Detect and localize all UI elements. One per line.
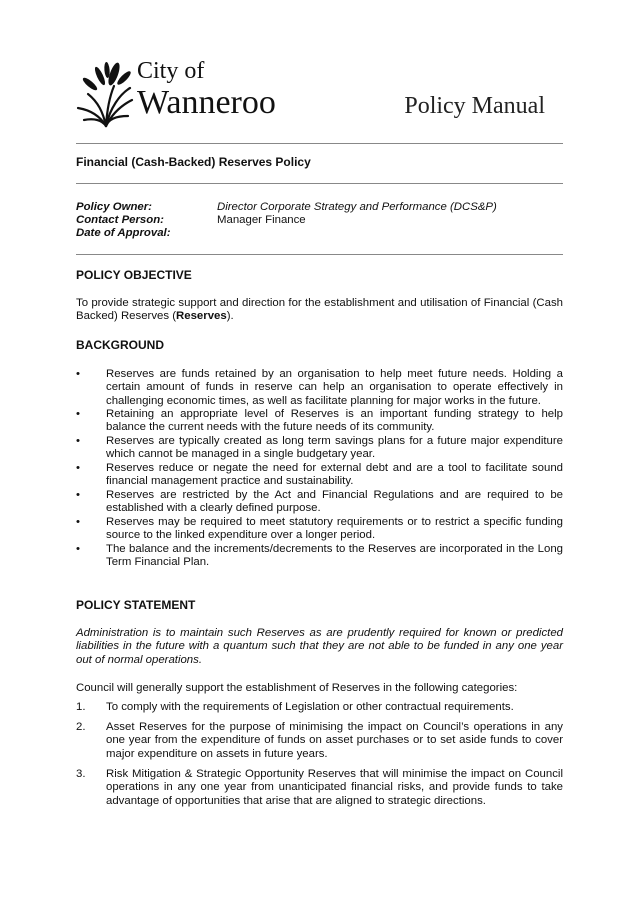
bullet-icon: •	[76, 462, 80, 474]
bullet-icon: •	[76, 408, 80, 420]
date-of-approval-label: Date of Approval:	[76, 227, 171, 239]
logo-town-text: Wanneroo	[137, 84, 276, 121]
item-text: To comply with the requirements of Legislation or other contractual requirements.	[106, 701, 514, 713]
item-text: Asset Reserves for the purpose of minimising the impact on Council’s operations in any one year from the expenditure of funds on asset purchases or to set aside funds to cover major expenditure on assets in future years.	[106, 721, 563, 760]
bullet-icon: •	[76, 489, 80, 501]
statement-heading: POLICY STATEMENT	[76, 598, 196, 612]
divider	[76, 254, 563, 255]
contact-person-label: Contact Person:	[76, 214, 164, 226]
objective-text	[76, 297, 563, 324]
manual-title: Policy Manual	[404, 93, 545, 119]
objective-text-part: To provide strategic support and direction for the establishment and utilisation of Financial (Cash Backed) Reserves (	[76, 297, 563, 323]
list-item-text: Retaining an appropriate level of Reserves is an important funding strategy to help balance the current needs with the future needs of its community.	[106, 408, 563, 434]
background-heading: BACKGROUND	[76, 338, 164, 352]
list-item-text: Reserves are funds retained by an organisation to help meet future needs. Holding a certain amount of funds in reserve can help an organisation to operate effectively in challenging economic times, as well as facilitate planning for major works in the future.	[106, 368, 563, 407]
document-title: Financial (Cash-Backed) Reserves Policy	[76, 155, 311, 169]
list-item-text: Reserves may be required to meet statutory requirements or to restrict a specific funding source to the linked expenditure over a longer period.	[106, 516, 563, 542]
objective-heading: POLICY OBJECTIVE	[76, 268, 192, 282]
divider	[76, 183, 563, 184]
policy-owner-value: Director Corporate Strategy and Performance (DCS&P)	[217, 201, 497, 213]
bullet-icon: •	[76, 516, 80, 528]
list-item-text: Reserves reduce or negate the need for external debt and are a tool to facilitate sound financial management practice and sustainability.	[106, 462, 563, 488]
list-item-text: The balance and the increments/decrements to the Reserves are incorporated in the Long Term Financial Plan.	[106, 543, 563, 569]
bullet-icon: •	[76, 435, 80, 447]
list-item-text: Reserves are typically created as long term savings plans for a future major expenditure which cannot be managed in a single budgetary year.	[106, 435, 563, 461]
item-text: Risk Mitigation & Strategic Opportunity Reserves that will minimise the impact on Council operations in any one year from unanticipated financial risks, and provide funds to take advantage of opportunities that arise that are aligned to strategic directions.	[106, 768, 563, 807]
item-number: 1.	[76, 701, 86, 713]
logo-city-text: City of	[137, 58, 205, 84]
grass-tree-icon	[76, 60, 136, 128]
item-number: 3.	[76, 768, 86, 780]
statement-italic-paragraph: Administration is to maintain such Reserves as are prudently required for known or predicted liabilities in the future with a quantum such that they are not able to be funded in any one year out of normal operations.	[76, 627, 563, 666]
bullet-icon: •	[76, 368, 80, 380]
city-logo	[76, 60, 306, 128]
statement-intro: Council will generally support the establishment of Reserves in the following categories:	[76, 682, 518, 694]
objective-text-end: ).	[226, 310, 234, 323]
item-number: 2.	[76, 721, 86, 733]
reserves-term: Reserves	[176, 310, 227, 323]
policy-owner-label: Policy Owner:	[76, 201, 152, 213]
bullet-icon: •	[76, 543, 80, 555]
contact-person-value: Manager Finance	[217, 214, 306, 226]
list-item-text: Reserves are restricted by the Act and Financial Regulations and are required to be established with a clearly defined purpose.	[106, 489, 563, 515]
divider	[76, 143, 563, 144]
